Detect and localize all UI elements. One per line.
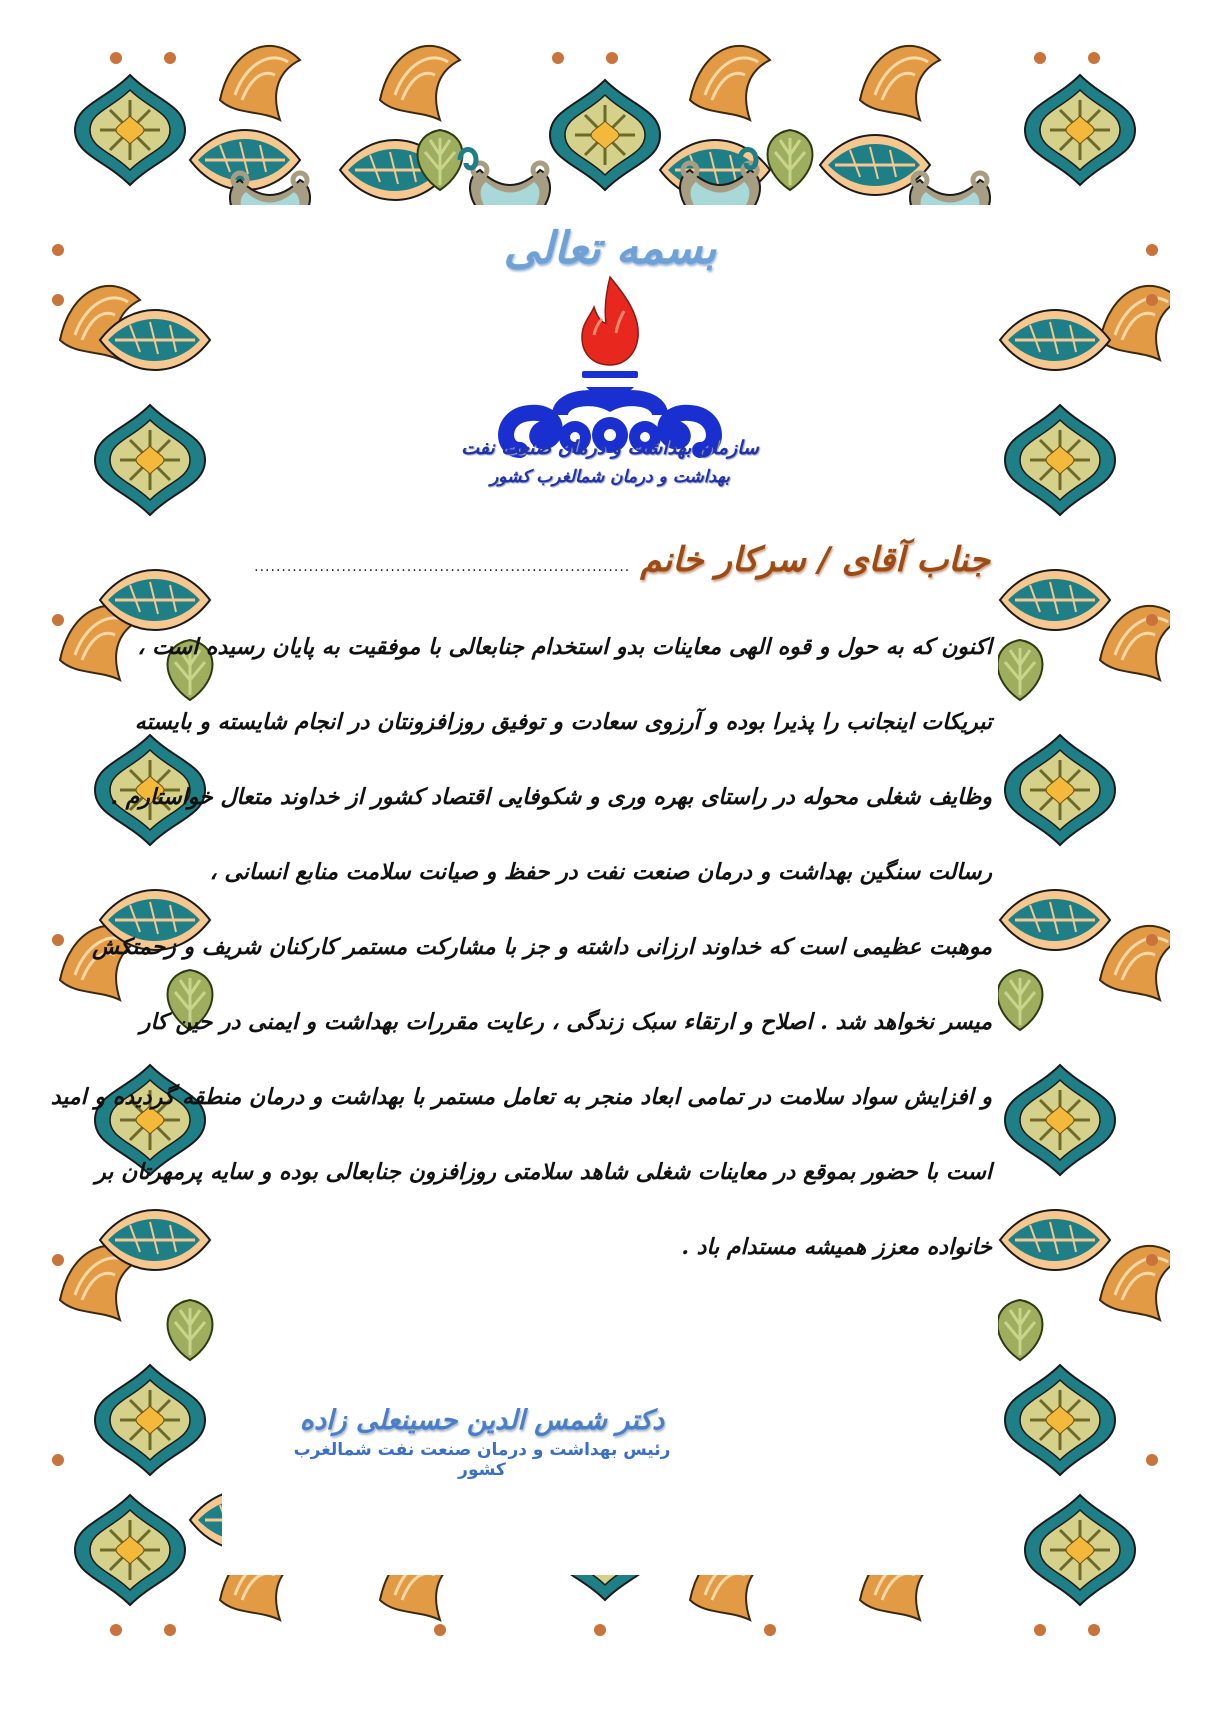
body-line: میسر نخواهد شد . اصلاح و ارتقاء سبک زندگی ، رعایت مقررات بهداشت و ایمنی در حین کار [139,1009,992,1035]
certificate-panel [50,205,998,1575]
body-line: رسالت سنگین بهداشت و درمان صنعت نفت در حفظ و صیانت سلامت منابع انسانی ، [209,859,992,885]
recipient-name-placeholder: ..................................................................... [254,559,631,575]
body-line: خانواده معزز همیشه مستدام باد . [681,1234,992,1260]
salutation [254,540,990,580]
logo-caption-region: بهداشت و درمان شمالغرب کشور [490,467,730,487]
body-line: اکنون که به حول و قوه الهی معاینات بدو استخدام جنابعالی با موفقیت به پایان رسیده است ، [137,634,992,660]
body-line: و افزایش سواد سلامت در تمامی ابعاد منجر به تعامل مستمر با بهداشت و درمان منطقه گردیده و امید [50,1084,992,1110]
certificate-body [50,610,992,1285]
header-bismi-taala: بسمه تعالی [503,223,717,274]
body-line: است با حضور بموقع در معاینات شغلی شاهد سلامتی روزافزون جنابعالی بوده و سایه پرمهرتان بر [95,1159,992,1185]
body-line: تبریکات اینجانب را پذیرا بوده و آرزوی سعادت و توفیق روزافزونتان در انجام شایسته و بایسته [134,709,992,735]
salutation-title: جناب آقای / سرکار خانم [640,540,990,580]
body-line: موهبت عظیمی است که خداوند ارزانی داشته و جز با مشارکت مستمر کارکنان شریف و زحمتکش [92,934,992,960]
body-line: وظایف شغلی محوله در راستای بهره وری و شکوفایی اقتصاد کشور از خداوند متعال خواستارم . [110,784,992,810]
signature-block [282,1405,682,1480]
signatory-name: دکتر شمس الدین حسینعلی زاده [299,1405,665,1436]
signatory-role: رئیس بهداشت و درمان صنعت نفت شمالغرب کشور [293,1440,671,1480]
logo-caption-org: سازمان بهداشت و درمان صنعت نفت [461,437,759,459]
